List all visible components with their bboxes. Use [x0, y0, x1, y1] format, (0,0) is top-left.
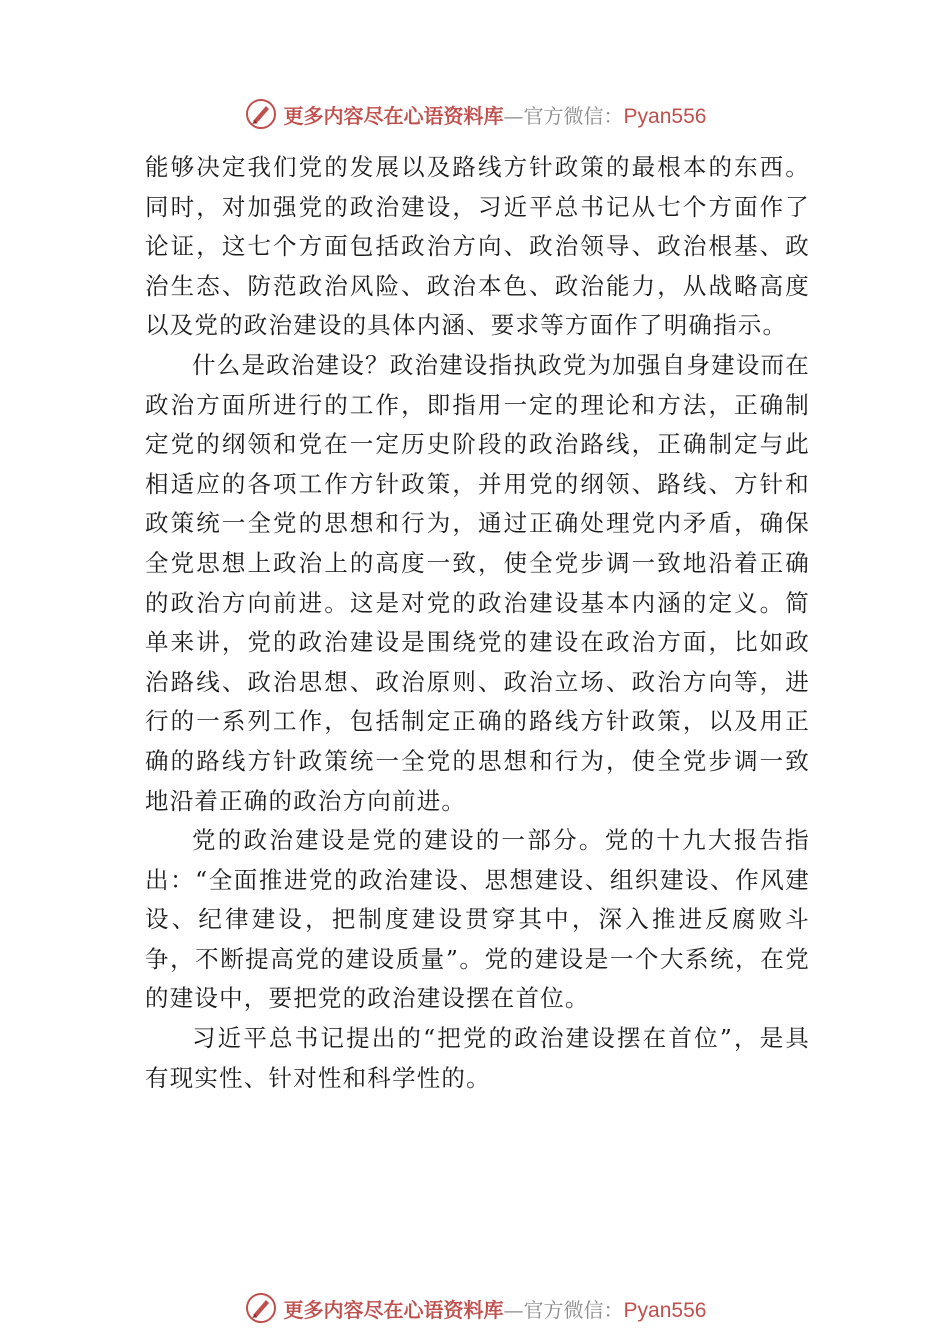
watermark-text: [284, 1294, 707, 1323]
watermark-separator: —: [503, 1297, 524, 1322]
watermark-account: Pyan556: [623, 104, 707, 128]
watermark-text: [284, 100, 707, 129]
footer-watermark: [0, 1288, 950, 1328]
watermark-account: Pyan556: [623, 1298, 707, 1322]
watermark-brand: 更多内容尽在心语资料库: [283, 1297, 504, 1322]
paragraph-3: 党的政治建设是党的建设的一部分。党的十九大报告指出：“全面推进党的政治建设、思想建设、组织建设、作风建设、纪律建设，把制度建设贯穿其中，深入推进反腐败斗争，不断提高党的建设质量”。党的建设是一个大系统，在党的建设中，要把党的政治建设摆在首位。: [145, 826, 810, 1013]
watermark-label: 官方微信：: [523, 1297, 624, 1322]
watermark-separator: —: [503, 103, 524, 128]
paragraph-1: 能够决定我们党的发展以及路线方针政策的最根本的东西。同时，对加强党的政治建设，习近平总书记从七个方面作了论证，这七个方面包括政治方向、政治领导、政治根基、政治生态、防范政治风险、政治本色、政治能力，从战略高度以及党的政治建设的具体内涵、要求等方面作了明确指示。: [145, 153, 810, 340]
paragraph-2: 什么是政治建设？政治建设指执政党为加强自身建设而在政治方面所进行的工作，即指用一定的理论和方法，正确制定党的纲领和党在一定历史阶段的政治路线，正确制定与此相适应的各项工作方针政策，并用党的纲领、路线、方针和政策统一全党的思想和行为，通过正确处理党内矛盾，确保全党思想上政治上的高度一致，使全党步调一致地沿着正确的政治方向前进。这是对党的政治建设基本内涵的定义。简单来讲，党的政治建设是围绕党的建设在政治方面，比如政治路线、政治思想、政治原则、政治立场、政治方向等，进行的一系列工作，包括制定正确的路线方针政策，以及用正确的路线方针政策统一全党的思想和行为，使全党步调一致地沿着正确的政治方向前进。: [145, 350, 810, 815]
pen-circle-logo-icon: [244, 1291, 278, 1325]
paragraph-4: 习近平总书记提出的“把党的政治建设摆在首位”，是具有现实性、针对性和科学性的。: [145, 1024, 810, 1092]
watermark-brand: 更多内容尽在心语资料库: [283, 103, 504, 128]
pen-circle-logo-icon: [244, 97, 278, 131]
document-body: [145, 148, 810, 1098]
header-watermark: [0, 94, 950, 134]
watermark-label: 官方微信：: [523, 103, 624, 128]
